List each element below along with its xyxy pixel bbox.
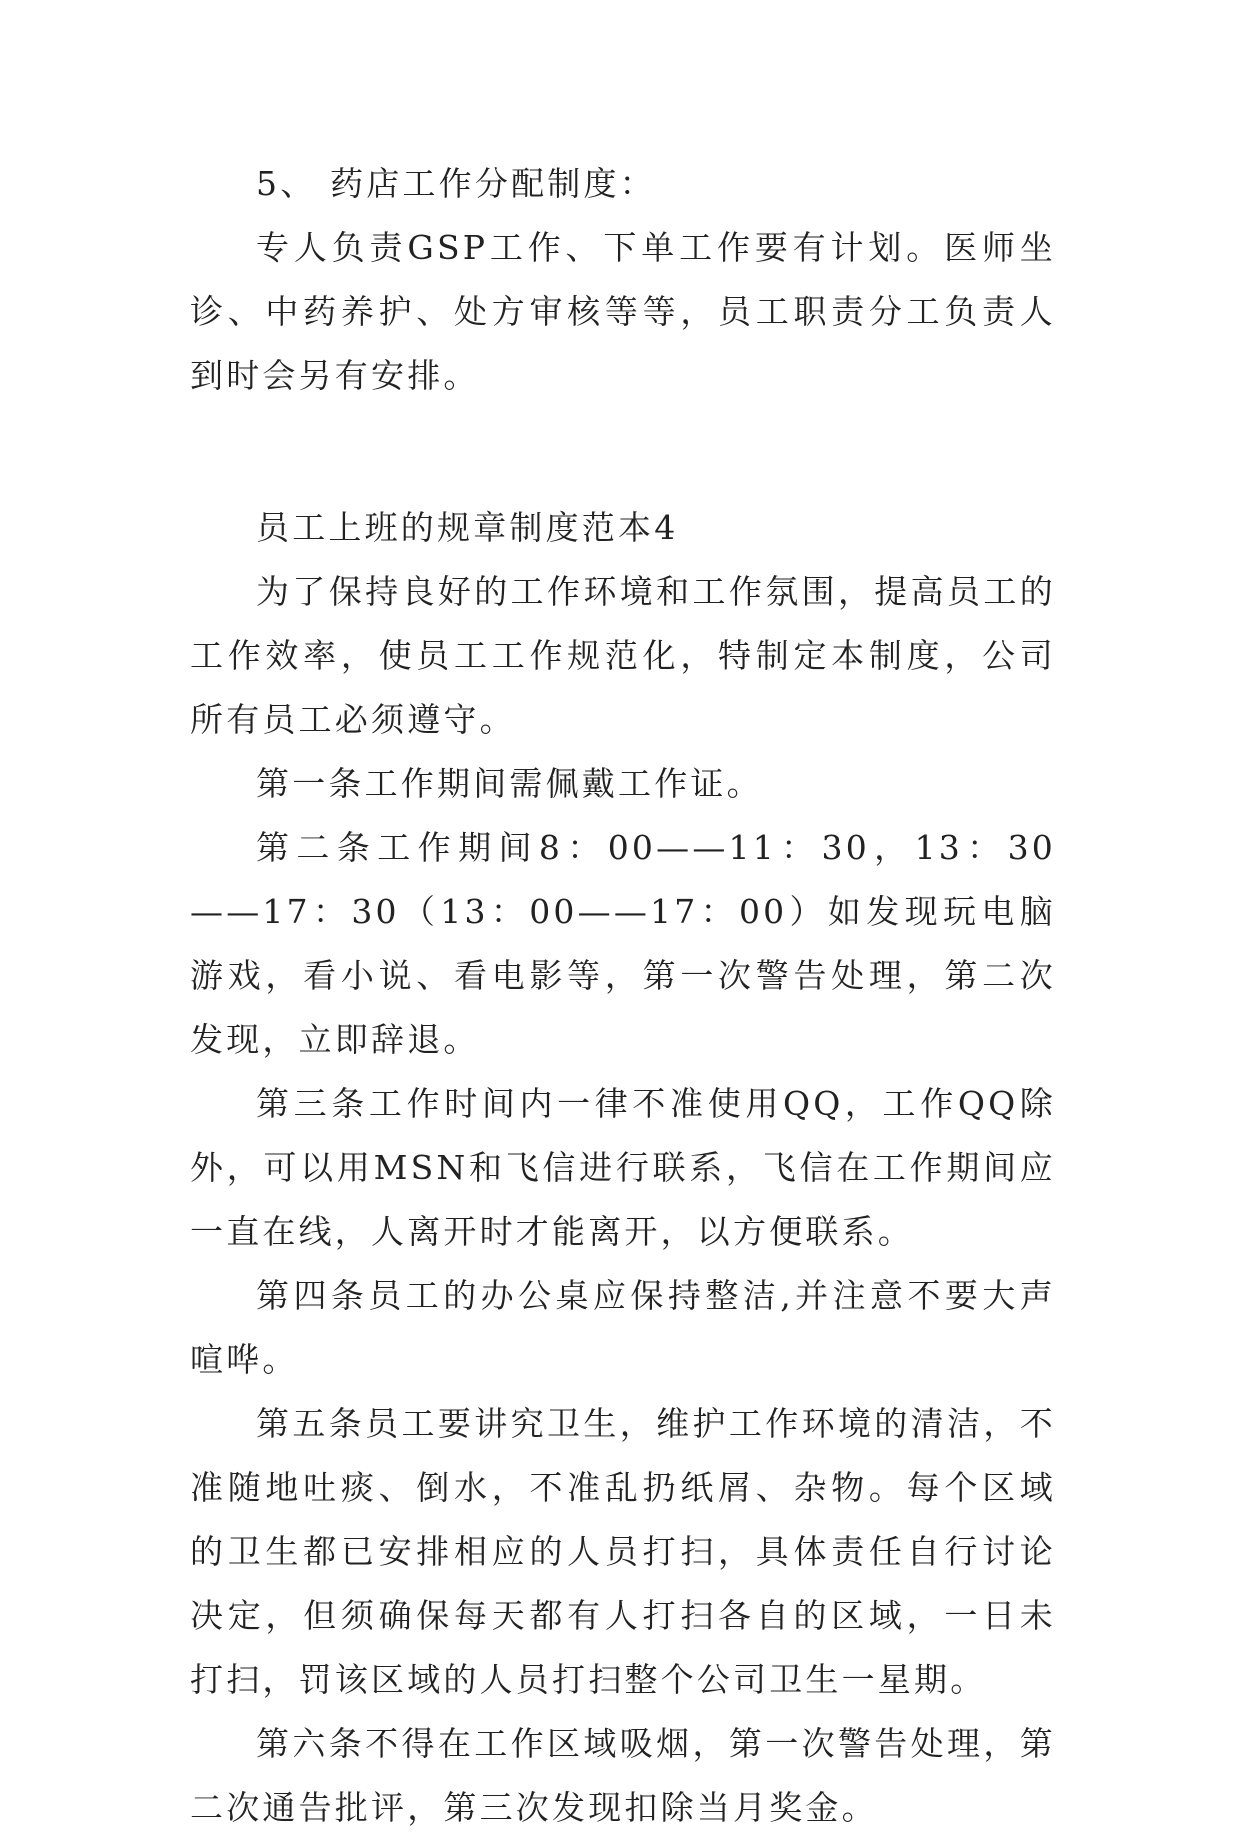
article-1: 第一条工作期间需佩戴工作证。 [256,764,763,803]
section-item-body: 专人负责GSP工作、下单工作要有计划。医师坐诊、中药养护、处方审核等等，员工职责分工负责人到时会另有安排。 [190,228,1056,395]
document-title: 员工上班的规章制度范本4 [256,508,679,547]
article-5: 第五条员工要讲究卫生，维护工作环境的清洁，不准随地吐痰、倒水，不准乱扔纸屑、杂物。每个区域的卫生都已安排相应的人员打扫，具体责任自行讨论决定，但须确保每天都有人打扫各自的区域，一日未打扫，罚该区域的人员打扫整个公司卫生一星期。 [190,1404,1056,1699]
article-4: 第四条员工的办公桌应保持整洁,并注意不要大声喧哗。 [190,1276,1056,1379]
article-2: 第二条工作期间8：00——11：30，13：30——17：30（13：00——17：00）如发现玩电脑游戏，看小说、看电影等，第一次警告处理，第二次发现，立即辞退。 [190,828,1056,1059]
article-3: 第三条工作时间内一律不准使用QQ，工作QQ除外，可以用MSN和飞信进行联系，飞信在工作期间应一直在线，人离开时才能离开，以方便联系。 [190,1084,1056,1251]
intro-paragraph: 为了保持良好的工作环境和工作氛围，提高员工的工作效率，使员工工作规范化，特制定本制度，公司所有员工必须遵守。 [190,572,1056,739]
section-item-heading: 5、 药店工作分配制度： [256,164,656,203]
document-body [190,152,1056,1840]
article-6: 第六条不得在工作区域吸烟，第一次警告处理，第二次通告批评，第三次发现扣除当月奖金。 [190,1724,1056,1827]
